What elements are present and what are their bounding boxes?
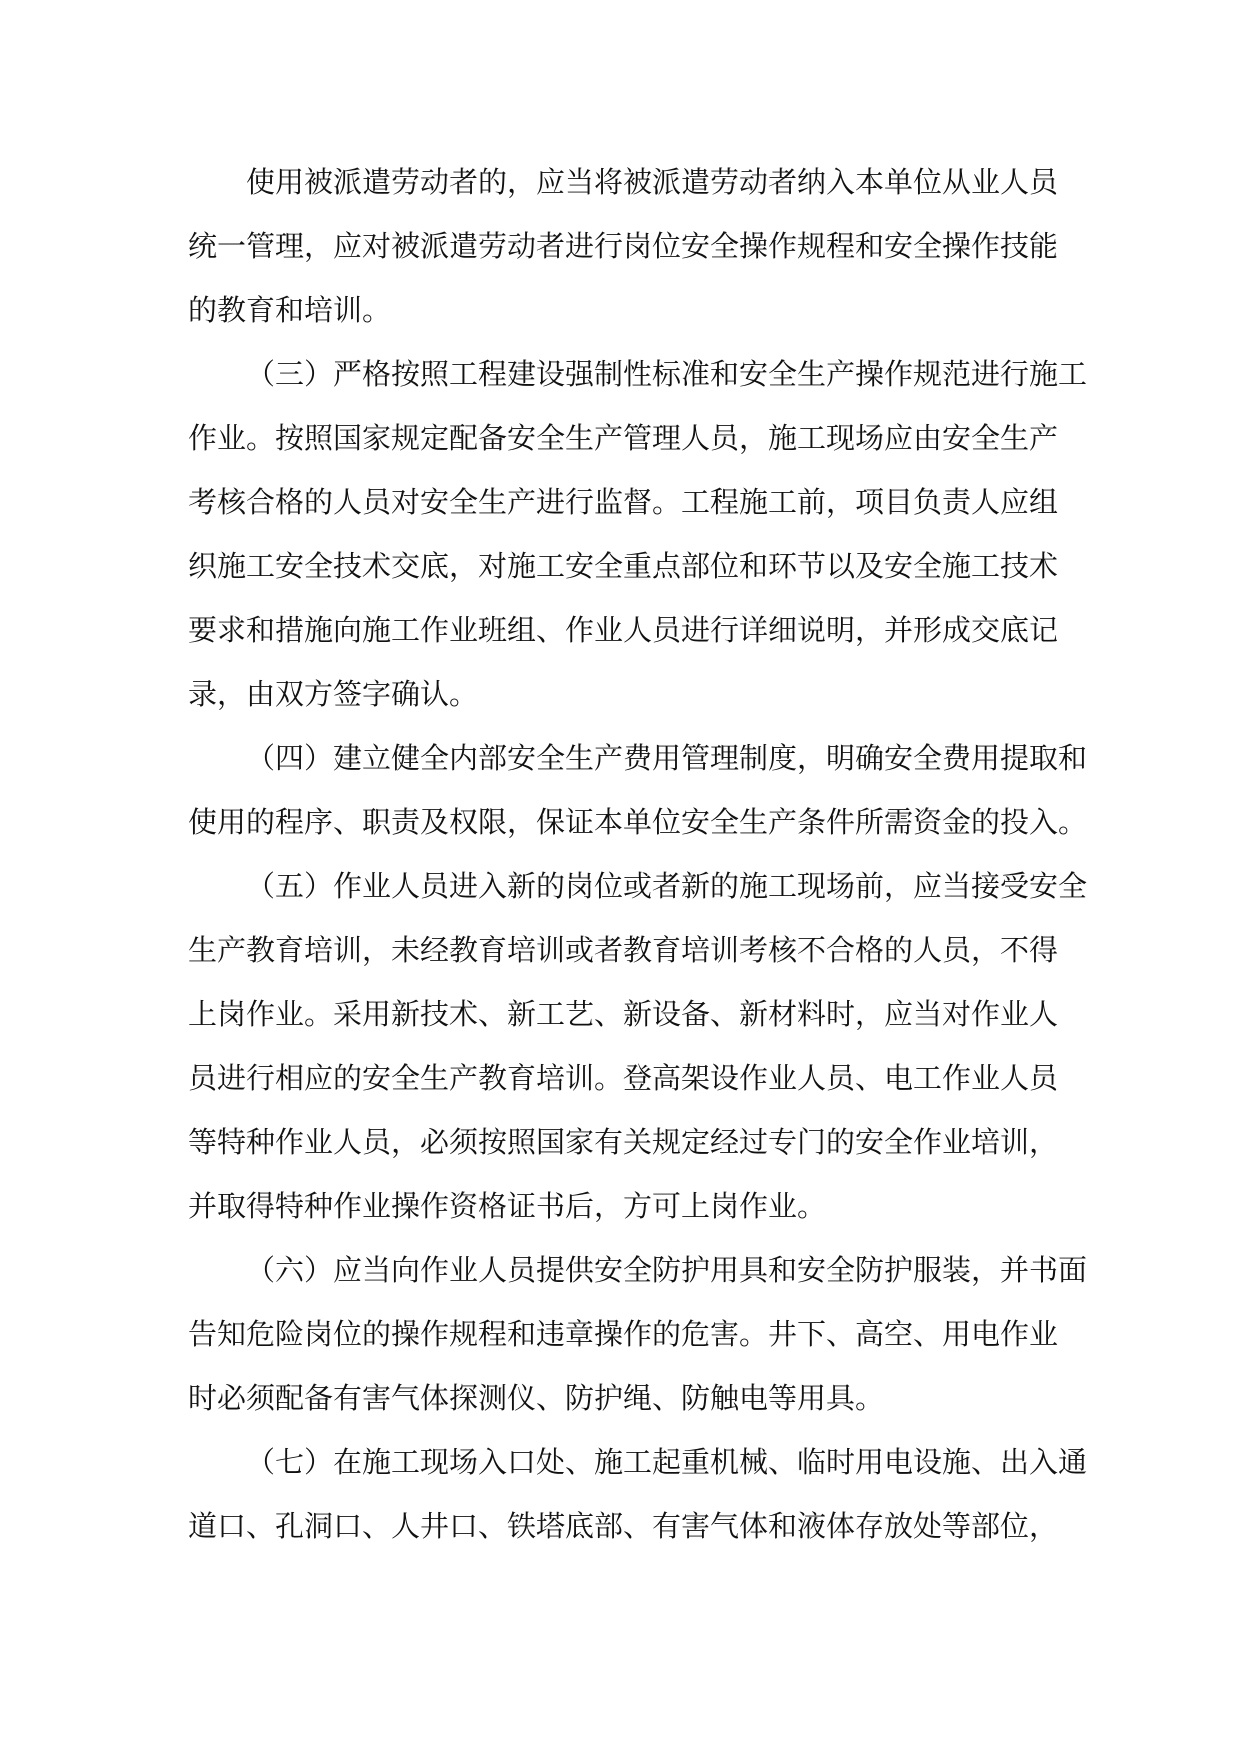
paragraph-line: 织施工安全技术交底，对施工安全重点部位和环节以及安全施工技术 — [188, 549, 1059, 583]
paragraph-line: 使用被派遣劳动者的，应当将被派遣劳动者纳入本单位从业人员 — [246, 165, 1059, 199]
paragraph-line: 考核合格的人员对安全生产进行监督。工程施工前，项目负责人应组 — [188, 485, 1059, 519]
paragraph-line: 上岗作业。采用新技术、新工艺、新设备、新材料时，应当对作业人 — [188, 997, 1059, 1031]
paragraph — [188, 160, 1058, 352]
paragraph-line: 告知危险岗位的操作规程和违章操作的危害。井下、高空、用电作业 — [188, 1317, 1059, 1351]
paragraph-line: 等特种作业人员，必须按照国家有关规定经过专门的安全作业培训， — [188, 1125, 1059, 1159]
paragraph-line: 生产教育培训，未经教育培训或者教育培训考核不合格的人员，不得 — [188, 933, 1059, 967]
paragraph-line: 要求和措施向施工作业班组、作业人员进行详细说明，并形成交底记 — [188, 613, 1059, 647]
paragraph-line: （五）作业人员进入新的岗位或者新的施工现场前，应当接受安全 — [246, 869, 1088, 903]
paragraph-line: 时必须配备有害气体探测仪、防护绳、防触电等用具。 — [188, 1381, 885, 1415]
paragraph — [188, 352, 1088, 736]
paragraph-line: （四）建立健全内部安全生产费用管理制度，明确安全费用提取和 — [246, 741, 1088, 775]
paragraph-line: 员进行相应的安全生产教育培训。登高架设作业人员、电工作业人员 — [188, 1061, 1059, 1095]
paragraph-line: 并取得特种作业操作资格证书后，方可上岗作业。 — [188, 1189, 827, 1223]
paragraph-line: 录，由双方签字确认。 — [188, 677, 479, 711]
paragraph-line: 使用的程序、职责及权限，保证本单位安全生产条件所需资金的投入。 — [188, 805, 1088, 839]
paragraph-line: 统一管理，应对被派遣劳动者进行岗位安全操作规程和安全操作技能 — [188, 229, 1059, 263]
paragraph — [188, 1248, 1088, 1440]
paragraph-line: （三）严格按照工程建设强制性标准和安全生产操作规范进行施工 — [246, 357, 1088, 391]
paragraph — [188, 736, 1088, 864]
paragraph — [188, 1440, 1088, 1568]
paragraph-line: 的教育和培训。 — [188, 293, 392, 327]
paragraph — [188, 864, 1088, 1248]
document-body — [188, 160, 1088, 1568]
paragraph-line: （七）在施工现场入口处、施工起重机械、临时用电设施、出入通 — [246, 1445, 1088, 1479]
paragraph-line: 道口、孔洞口、人井口、铁塔底部、有害气体和液体存放处等部位， — [188, 1509, 1059, 1543]
paragraph-line: 作业。按照国家规定配备安全生产管理人员，施工现场应由安全生产 — [188, 421, 1059, 455]
paragraph-line: （六）应当向作业人员提供安全防护用具和安全防护服装，并书面 — [246, 1253, 1088, 1287]
